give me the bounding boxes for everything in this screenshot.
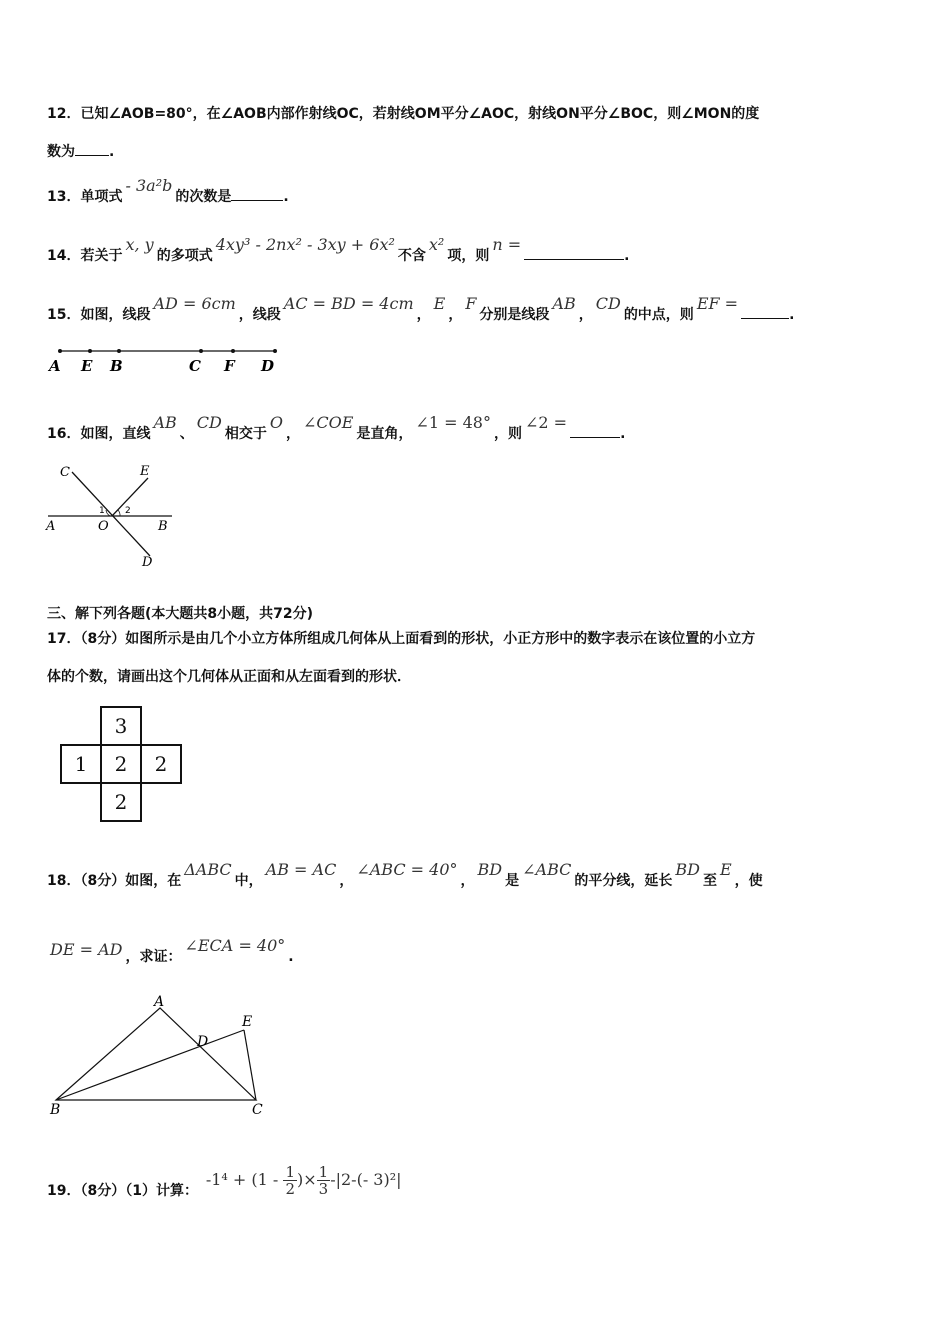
- q18-is: 是: [505, 873, 520, 889]
- q18-mid: 中，: [234, 873, 263, 889]
- q18-bd: BD: [477, 860, 503, 879]
- grid-cell-center: 2: [101, 745, 141, 783]
- q14-mid3: 项，则: [447, 248, 490, 264]
- q19-expr-c: -|2-(- 3)²|: [330, 1170, 402, 1189]
- label-o: O: [98, 519, 109, 534]
- triangle-abc: [56, 1008, 256, 1100]
- q18-to: 至: [702, 873, 717, 889]
- label-e: E: [140, 464, 150, 479]
- q13-end: .: [283, 189, 289, 205]
- q18-end2: .: [288, 949, 294, 965]
- answer-blank: [75, 141, 109, 156]
- label-c: C: [252, 1102, 263, 1118]
- q15-end: .: [789, 307, 795, 323]
- q15-e: E: [433, 294, 446, 313]
- grid-cell-bottom: 2: [101, 783, 141, 821]
- top-view-grid: [60, 706, 182, 822]
- q18-line2: [47, 936, 294, 966]
- q18-mid2: 的平分线，延长: [574, 873, 673, 889]
- line-be: [56, 1030, 244, 1100]
- q18-e: E: [719, 860, 732, 879]
- q18-de: DE = AD: [50, 940, 123, 959]
- q15: [47, 294, 795, 324]
- answer-blank: [570, 423, 620, 438]
- point-e: [88, 349, 92, 353]
- q15-acbd: AC = BD = 4cm: [283, 294, 414, 313]
- intersecting-lines-figure: [44, 460, 184, 572]
- answer-blank: [524, 245, 624, 260]
- q16-cd: CD: [196, 413, 222, 432]
- q16-pre: 16．如图，直线: [47, 426, 151, 442]
- grid-cell-top: 3: [101, 707, 141, 745]
- q18-angle2: ∠ABC: [522, 860, 572, 879]
- q14-term: x²: [428, 235, 445, 254]
- line-cd: [72, 472, 150, 556]
- q18-comma2: ，: [460, 873, 475, 889]
- q16-end: .: [620, 426, 626, 442]
- segment-figure: [45, 342, 295, 378]
- q14-mid: 的多项式: [156, 248, 213, 264]
- grid-cell-right: 2: [141, 745, 181, 783]
- q15-mid3: 的中点，则: [623, 307, 694, 323]
- point-f: [231, 349, 235, 353]
- grid-empty: [141, 707, 181, 745]
- q17-line1: 17．（8分）如图所示是由几个小立方体所组成几何体从上面看到的形状，小正方形中的数字表示在该位置的小立方: [47, 631, 756, 647]
- q15-f: F: [465, 294, 477, 313]
- label-f: F: [224, 357, 235, 375]
- q18-triangle: ΔABC: [184, 860, 232, 879]
- label-b: B: [158, 519, 168, 534]
- q18-pre: 18．（8分）如图，在: [47, 873, 182, 889]
- grid-empty: [141, 783, 181, 821]
- label-e: E: [242, 1014, 253, 1030]
- label-b: B: [110, 357, 123, 375]
- q12-line2-pre: 数为: [47, 144, 75, 160]
- fraction-denominator: 3: [318, 1180, 329, 1198]
- q15-ad: AD = 6cm: [153, 294, 236, 313]
- q15-mid: ，线段: [238, 307, 281, 323]
- q16-comma: ，: [286, 426, 300, 442]
- q18-comma: ，: [339, 873, 354, 889]
- q13-math: - 3a²b: [125, 176, 173, 195]
- q18-angle: ∠ABC = 40°: [356, 860, 458, 879]
- q12-line2: [47, 141, 114, 161]
- q19-expression: [205, 1163, 402, 1198]
- q15-cd: CD: [595, 294, 621, 313]
- angle2-arc: [118, 510, 120, 516]
- q15-mid2: 分别是线段: [479, 307, 550, 323]
- q15-pre: 15．如图，线段: [47, 307, 151, 323]
- label-a: A: [46, 519, 56, 534]
- q14: [47, 235, 630, 265]
- q16-angle1: ∠1 = 48°: [415, 413, 491, 432]
- label-a: A: [49, 357, 61, 375]
- q15-ab: AB: [552, 294, 576, 313]
- q16-coe: ∠COE: [303, 413, 354, 432]
- fraction-third: [317, 1164, 331, 1197]
- fraction-half: [283, 1164, 297, 1197]
- label-d: D: [142, 555, 153, 570]
- label-c: C: [60, 465, 70, 480]
- section3-heading: 三、解下列各题(本大题共8小题，共72分): [47, 606, 314, 622]
- grid-empty: [61, 783, 101, 821]
- point-a: [58, 349, 62, 353]
- answer-blank: [231, 186, 283, 201]
- q16-mid: 相交于: [224, 426, 267, 442]
- q19-pre: 19．（8分）（1）计算：: [47, 1183, 198, 1199]
- label-d: D: [197, 1034, 209, 1050]
- q19-expr-a: -1⁴ + (1 -: [205, 1170, 279, 1189]
- q17-line2: 体的个数，请画出这个几何体从正面和从左面看到的形状．: [47, 669, 411, 685]
- label-e: E: [81, 357, 93, 375]
- q13-post: 的次数是: [175, 189, 232, 205]
- label-angle1: 1: [99, 506, 105, 516]
- answer-blank: [741, 304, 789, 319]
- label-angle2: 2: [125, 506, 131, 516]
- label-d: D: [261, 357, 275, 375]
- q14-vars: x, y: [125, 235, 154, 254]
- q18-end: ，使: [734, 873, 763, 889]
- q16-sep: 、: [179, 426, 194, 442]
- fraction-denominator: 2: [285, 1180, 295, 1198]
- q16-ab: AB: [153, 413, 177, 432]
- point-b: [117, 349, 121, 353]
- q18-line1: [47, 860, 763, 890]
- q15-comma3: ，: [578, 307, 593, 323]
- grid-empty: [61, 707, 101, 745]
- q12-line1: 12．已知∠AOB=80°，在∠AOB内部作射线OC，若射线OM平分∠AOC，射线ON平分∠BOC，则∠MON的度: [47, 106, 760, 122]
- q14-mid2: 不含: [397, 248, 426, 264]
- q14-poly: 4xy³ - 2nx² - 3xy + 6x²: [215, 235, 395, 254]
- point-d: [273, 349, 277, 353]
- fraction-numerator: 1: [318, 1163, 329, 1181]
- q14-pre: 14．若关于: [47, 248, 123, 264]
- label-a: A: [154, 994, 165, 1010]
- q19: [47, 1163, 405, 1207]
- q16-mid2: 是直角，: [356, 426, 413, 442]
- q13-pre: 13．单项式: [47, 189, 123, 205]
- q16-angle2: ∠2 =: [524, 413, 568, 432]
- q18-bd2: BD: [675, 860, 700, 879]
- q18-eca: ∠ECA = 40°: [184, 936, 286, 955]
- triangle-figure: [44, 994, 274, 1118]
- q18-abac: AB = AC: [265, 860, 337, 879]
- q13: [47, 176, 289, 206]
- fraction-numerator: 1: [285, 1163, 295, 1181]
- q16: [47, 413, 626, 443]
- point-c: [199, 349, 203, 353]
- grid-cell-left: 1: [61, 745, 101, 783]
- q12-end: .: [109, 144, 115, 160]
- q18-prove: ，求证：: [125, 949, 182, 965]
- q15-comma2: ，: [448, 307, 463, 323]
- label-c: C: [189, 357, 201, 375]
- q19-expr-b: )×: [296, 1170, 317, 1189]
- q14-end: .: [624, 248, 630, 264]
- q15-comma: ，: [416, 307, 431, 323]
- q14-n: n =: [492, 235, 522, 254]
- q16-mid3: ，则: [493, 426, 522, 442]
- q16-o: O: [269, 413, 283, 432]
- label-b: B: [50, 1102, 61, 1118]
- q15-ef: EF =: [696, 294, 739, 313]
